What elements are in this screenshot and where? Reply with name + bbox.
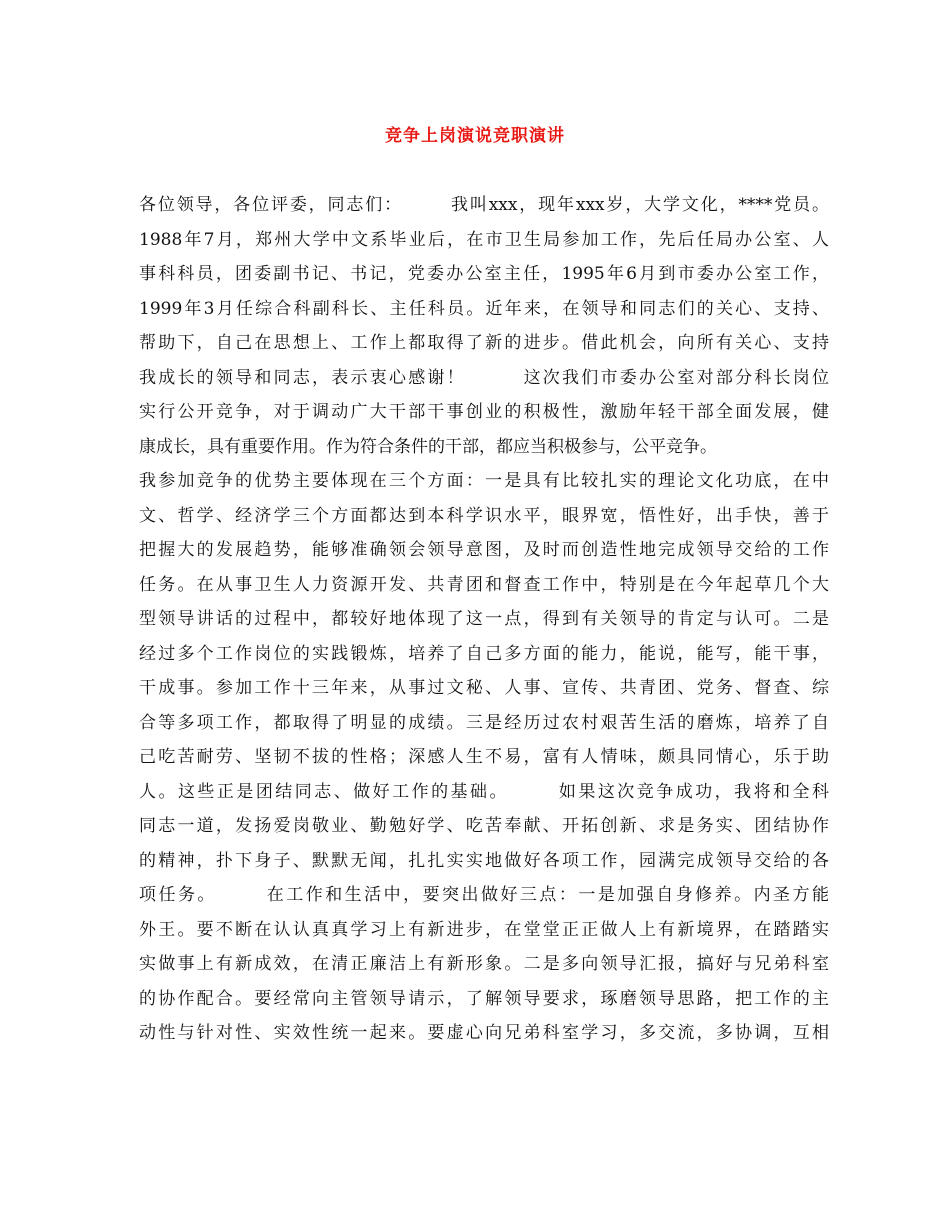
text-line: 干成事。参加工作十三年来，从事过文秘、人事、宣传、共青团、党务、督查、综 — [139, 678, 829, 698]
text-line: 1999年3月任综合科副科长、主任科员。近年来，在领导和同志们的关心、支持、 — [139, 298, 829, 319]
text-line: 项任务。 在工作和生活中，要突出做好三点：一是加强自身修养。内圣方能 — [139, 885, 829, 905]
text-line: 同志一道，发扬爱岗敬业、勤勉好学、吃苦奉献、开拓创新、求是务实、团结协作 — [139, 816, 829, 836]
text-line: 1988年7月，郑州大学中文系毕业后，在市卫生局参加工作，先后任局办公室、人 — [139, 229, 829, 250]
text-line: 事科科员，团委副书记、书记，党委办公室主任，1995年6月到市委办公室工作， — [139, 264, 829, 284]
text-line: 文、哲学、经济学三个方面都达到本科学识水平，眼界宽，悟性好，出手快，善于 — [139, 505, 829, 526]
text-line: 型领导讲话的过程中，都较好地体现了这一点，得到有关领导的肯定与认可。二是 — [139, 609, 829, 629]
text-line: 帮助下，自己在思想上、工作上都取得了新的进步。借此机会，向所有关心、支持 — [139, 333, 829, 353]
document-title: 竞争上岗演说竞职演讲 — [385, 126, 565, 146]
text-line: 我参加竞争的优势主要体现在三个方面：一是具有比较扎实的理论文化功底，在中 — [139, 471, 829, 491]
text-line: 我成长的领导和同志，表示衷心感谢！ 这次我们市委办公室对部分科长岗位 — [139, 367, 829, 388]
text-line: 经过多个工作岗位的实践锻炼，培养了自己多方面的能力，能说，能写，能干事， — [139, 643, 829, 664]
text-line: 的精神，扑下身子、默默无闻，扎扎实实地做好各项工作，园满完成领导交给的各 — [139, 850, 829, 871]
text-line: 人。这些正是团结同志、做好工作的基础。 如果这次竞争成功，我将和全科 — [139, 781, 829, 802]
text-line: 康成长，具有重要作用。作为符合条件的干部，都应当积极参与，公平竞争。 — [139, 436, 717, 457]
text-line: 各位领导，各位评委，同志们： 我叫xxx，现年xxx岁，大学文化，****党员。 — [139, 195, 829, 215]
text-line: 的协作配合。要经常向主管领导请示，了解领导要求，琢磨领导思路，把工作的主 — [139, 988, 829, 1009]
text-line: 把握大的发展趋势，能够准确领会领导意图，及时而创造性地完成领导交给的工作 — [139, 540, 829, 560]
text-line: 实行公开竞争，对于调动广大干部干事创业的积极性，激励年轻干部全面发展，健 — [139, 402, 829, 422]
text-line: 动性与针对性、实效性统一起来。要虚心向兄弟科室学习，多交流，多协调，互相 — [139, 1023, 829, 1043]
document-body — [139, 190, 829, 1053]
text-line: 实做事上有新成效，在清正廉洁上有新形象。二是多向领导汇报，搞好与兄弟科室 — [139, 954, 829, 974]
text-line: 合等多项工作，都取得了明显的成绩。三是经历过农村艰苦生活的磨炼，培养了自 — [139, 712, 829, 733]
text-line: 己吃苦耐劳、坚韧不拔的性格；深感人生不易，富有人情味，颇具同情心，乐于助 — [139, 747, 829, 767]
text-line: 任务。在从事卫生人力资源开发、共青团和督查工作中，特别是在今年起草几个大 — [139, 574, 829, 595]
text-line: 外王。要不断在认认真真学习上有新进步，在堂堂正正做人上有新境界，在踏踏实 — [139, 919, 829, 940]
